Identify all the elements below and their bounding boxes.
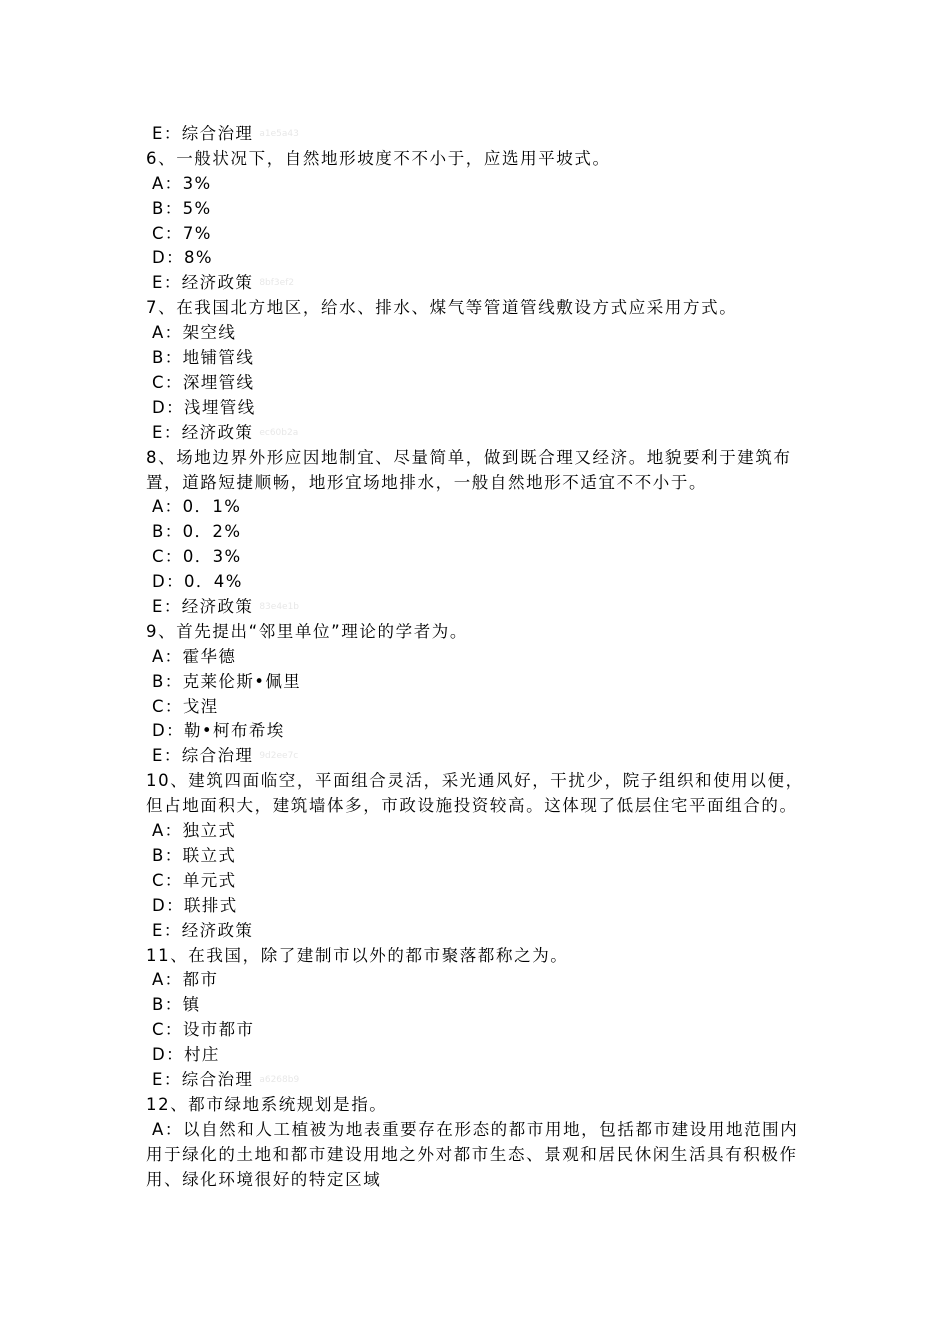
option-a: A：以自然和人工植被为地表重要存在形态的都市用地，包括都市建设用地范围内用于绿化的土地和都市建设用地之外对都市生态、景观和居民休闲生活具有积极作用、绿化环境很好的特定区域 xyxy=(146,1119,799,1189)
question-11: 11、在我国，除了建制市以外的都市聚落都称之为。 xyxy=(146,945,569,965)
watermark-text: a1e5a43 xyxy=(259,129,299,140)
option-c: C：7% xyxy=(152,223,212,243)
option-d: D：8% xyxy=(152,248,213,268)
option-e xyxy=(146,1068,810,1093)
option-c: C：戈涅 xyxy=(152,696,219,716)
option-text: E：经济政策 xyxy=(152,596,254,616)
option-e xyxy=(146,271,810,296)
option-text: E：综合治理 xyxy=(152,1069,254,1089)
watermark-text: ec60b2a xyxy=(259,427,299,438)
option-c: C：深埋管线 xyxy=(152,372,255,392)
question-6: 6、一般状况下，自然地形坡度不不小于，应选用平坡式。 xyxy=(146,148,611,168)
question-7: 7、在我国北方地区，给水、排水、煤气等管道管线敷设方式应采用方式。 xyxy=(146,298,738,318)
option-a: A：3% xyxy=(152,173,212,193)
option-c: C：单元式 xyxy=(152,870,237,890)
option-b: B：0．2% xyxy=(152,522,242,542)
option-e: E：经济政策 xyxy=(152,920,254,940)
option-a: A：都市 xyxy=(152,970,219,990)
option-d: D：浅埋管线 xyxy=(152,397,256,417)
watermark-text: 83e4e1b xyxy=(259,602,300,613)
option-b: B：镇 xyxy=(152,995,201,1015)
option-b: B：地铺管线 xyxy=(152,348,255,368)
question-9: 9、首先提出“邻里单位”理论的学者为。 xyxy=(146,621,468,641)
option-text: E：经济政策 xyxy=(152,422,254,442)
option-text: E：经济政策 xyxy=(152,273,254,293)
option-d: D：0．4% xyxy=(152,572,243,592)
option-e xyxy=(146,595,810,620)
option-a: A：独立式 xyxy=(152,821,237,841)
watermark-text: 8bf3ef2 xyxy=(259,278,295,289)
watermark-text: 9d2ee7c xyxy=(259,751,299,762)
question-10: 10、建筑四面临空，平面组合灵活，采光通风好，干扰少，院子组织和使用以便，但占地面积大，建筑墙体多，市政设施投资较高。这体现了低层住宅平面组合的。 xyxy=(146,771,804,816)
question-12: 12、都市绿地系统规划是指。 xyxy=(146,1094,388,1114)
option-text: E：综合治理 xyxy=(152,746,254,766)
option-e xyxy=(146,421,810,446)
option-a: A：架空线 xyxy=(152,323,237,343)
option-e xyxy=(146,122,810,147)
option-d: D：勒•柯布希埃 xyxy=(152,721,285,741)
option-text: E：综合治理 xyxy=(152,124,254,143)
option-e xyxy=(146,744,810,769)
option-b: B：克莱伦斯•佩里 xyxy=(152,671,302,691)
question-8: 8、场地边界外形应因地制宜、尽量简单，做到既合理又经济。地貌要利于建筑布置，道路短捷顺畅，地形宜场地排水，一般自然地形不适宜不不小于。 xyxy=(146,447,792,492)
watermark-text: a6268b9 xyxy=(259,1075,300,1086)
option-b: B：联立式 xyxy=(152,845,237,865)
option-b: B：5% xyxy=(152,198,212,218)
option-c: C：0．3% xyxy=(152,547,242,567)
option-d: D：村庄 xyxy=(152,1045,220,1065)
option-c: C：设市都市 xyxy=(152,1020,255,1040)
option-a: A：0．1% xyxy=(152,497,242,517)
document-page xyxy=(146,122,810,1192)
option-d: D：联排式 xyxy=(152,895,238,915)
option-a: A：霍华德 xyxy=(152,646,237,666)
